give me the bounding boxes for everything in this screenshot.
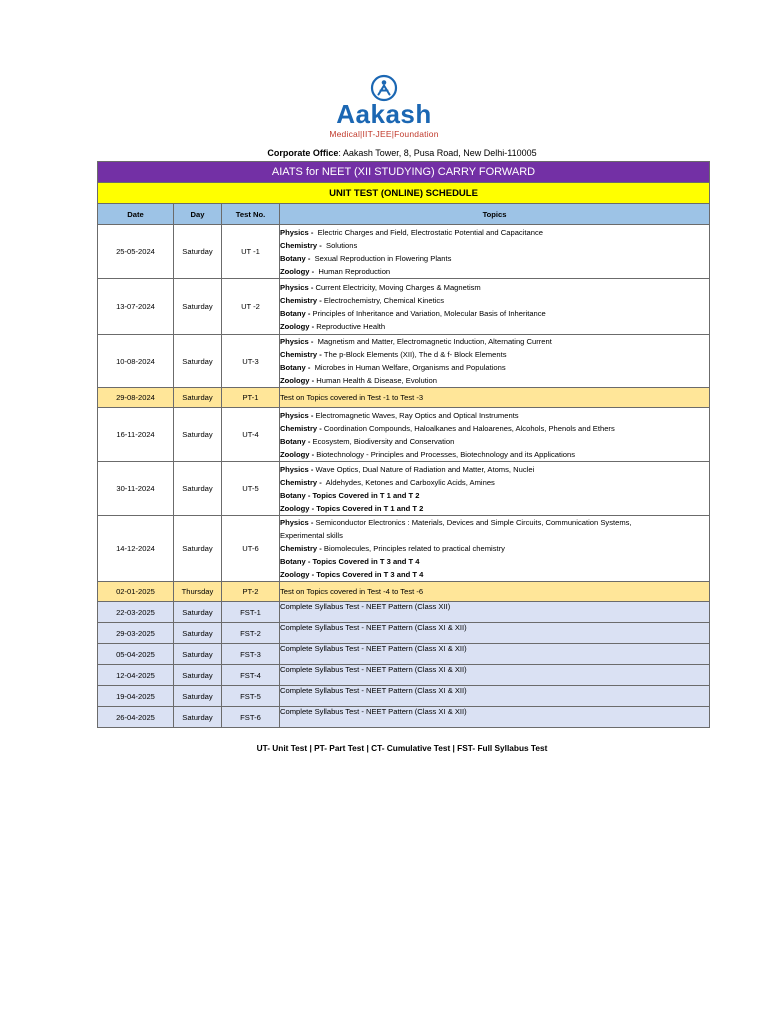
cell-test-no: FST-2 [222, 623, 280, 644]
cell-date: 29-03-2025 [98, 623, 174, 644]
cell-date: 19-04-2025 [98, 686, 174, 707]
topic-text: Semiconductor Electronics : Materials, Devices and Simple Circuits, Communication Systems, [315, 518, 632, 527]
cell-test-no: FST-5 [222, 686, 280, 707]
table-row [98, 623, 710, 644]
topic-subject: Botany [280, 436, 306, 446]
cell-topics: Test on Topics covered in Test -1 to Test -3 [280, 388, 710, 408]
topic-line: Experimental skills [280, 531, 343, 540]
topic-line [280, 226, 709, 239]
topic-separator: - [317, 350, 324, 359]
topic-subject: Chemistry [280, 477, 318, 487]
cell-topics: Complete Syllabus Test - NEET Pattern (Class XI & XII) [280, 623, 710, 644]
cell-date: 05-04-2025 [98, 644, 174, 665]
legend: UT- Unit Test | PT- Part Test | CT- Cumulative Test | FST- Full Syllabus Test [256, 743, 548, 753]
cell-date: 02-01-2025 [98, 582, 174, 602]
corporate-office-address: : Aakash Tower, 8, Pusa Road, New Delhi-110005 [338, 148, 537, 158]
cell-test-no: PT-1 [222, 388, 280, 408]
topic-line: Botany - Topics Covered in T 1 and T 2 [280, 490, 420, 500]
topic-subject: Botany [280, 253, 306, 263]
table-row [98, 225, 710, 279]
topic-line [280, 265, 709, 278]
title-row [98, 162, 710, 183]
topic-subject: Chemistry [280, 544, 318, 553]
corporate-office-label: Corporate Office [267, 148, 339, 158]
cell-day: Saturday [174, 516, 222, 582]
table-row [98, 582, 710, 602]
topic-separator: - [317, 240, 322, 250]
topic-subject: Physics [280, 518, 309, 527]
cell-test-no: UT -1 [222, 225, 280, 279]
cell-date: 10-08-2024 [98, 335, 174, 388]
topic-text: Electromagnetic Waves, Ray Optics and Optical Instruments [315, 410, 519, 420]
cell-day: Saturday [174, 225, 222, 279]
cell-day: Saturday [174, 335, 222, 388]
topic-text: Coordination Compounds, Haloalkanes and Haloarenes, Alcohols, Phenols and Ethers [323, 423, 615, 433]
cell-date: 26-04-2025 [98, 707, 174, 728]
cell-test-no: UT-5 [222, 462, 280, 516]
cell-date: 22-03-2025 [98, 602, 174, 623]
topic-separator: - [317, 477, 324, 487]
header-topics: Topics [280, 204, 710, 225]
schedule-table [97, 161, 710, 728]
cell-day: Saturday [174, 623, 222, 644]
topic-line [280, 239, 709, 252]
topic-subject: Physics [280, 282, 309, 292]
topic-line [280, 348, 709, 361]
cell-topics [280, 462, 710, 516]
topic-separator: - [308, 410, 316, 420]
topic-separator: - [309, 376, 317, 385]
topic-subject: Zoology [280, 376, 310, 385]
cell-test-no: UT-6 [222, 516, 280, 582]
table-row [98, 408, 710, 462]
topic-line: Zoology - Topics Covered in T 3 and T 4 [280, 570, 424, 579]
cell-test-no: UT -2 [222, 279, 280, 335]
cell-topics: Complete Syllabus Test - NEET Pattern (Class XI & XII) [280, 686, 710, 707]
topic-text: Human Reproduction [314, 266, 391, 276]
aakash-emblem-icon [370, 74, 398, 102]
cell-test-no: FST-1 [222, 602, 280, 623]
topic-subject: Chemistry [280, 295, 318, 305]
topic-text: Sexual Reproduction in Flowering Plants [310, 253, 452, 263]
topic-line [280, 307, 709, 320]
topic-line [280, 281, 709, 294]
topic-separator: - [305, 436, 313, 446]
topic-separator: - [317, 295, 324, 305]
topic-subject: Physics [280, 337, 309, 346]
topic-line [280, 335, 709, 348]
topic-line [280, 542, 709, 555]
topic-separator: - [317, 544, 324, 553]
topic-line: Botany - Topics Covered in T 3 and T 4 [280, 557, 420, 566]
topic-text: Microbes in Human Welfare, Organisms and Populations [312, 363, 506, 372]
cell-date: 29-08-2024 [98, 388, 174, 408]
topic-subject: Chemistry [280, 350, 318, 359]
topic-separator: - [308, 518, 316, 527]
topic-subject: Physics [280, 227, 309, 237]
cell-test-no: UT-3 [222, 335, 280, 388]
topic-separator: - [305, 363, 313, 372]
cell-test-no: FST-4 [222, 665, 280, 686]
topic-subject: Chemistry [280, 240, 318, 250]
cell-topics [280, 279, 710, 335]
cell-date: 13-07-2024 [98, 279, 174, 335]
schedule-subtitle: UNIT TEST (ONLINE) SCHEDULE [98, 183, 710, 204]
table-row [98, 388, 710, 408]
cell-day: Saturday [174, 686, 222, 707]
cell-topics: Complete Syllabus Test - NEET Pattern (Class XI & XII) [280, 644, 710, 665]
cell-test-no: FST-6 [222, 707, 280, 728]
cell-date: 30-11-2024 [98, 462, 174, 516]
topic-line [280, 409, 709, 422]
topic-line [280, 435, 709, 448]
topic-subject: Botany [280, 308, 306, 318]
topic-line [280, 463, 709, 476]
topic-text: Electrochemistry, Chemical Kinetics [323, 295, 445, 305]
topic-text: Electric Charges and Field, Electrostatic Potential and Capacitance [315, 227, 543, 237]
topic-separator: - [308, 227, 316, 237]
topic-line [280, 320, 709, 333]
topic-separator: - [317, 423, 324, 433]
cell-topics: Complete Syllabus Test - NEET Pattern (Class XI & XII) [280, 665, 710, 686]
topic-subject: Physics [280, 464, 309, 474]
cell-topics: Test on Topics covered in Test -4 to Test -6 [280, 582, 710, 602]
cell-topics [280, 335, 710, 388]
table-row [98, 665, 710, 686]
corporate-office [0, 148, 768, 158]
topic-text: Biotechnology - Principles and Processes, Biotechnology and its Applications [316, 449, 576, 459]
schedule-title: AIATS for NEET (XII STUDYING) CARRY FORWARD [98, 162, 710, 183]
cell-date: 16-11-2024 [98, 408, 174, 462]
topic-separator: - [308, 464, 316, 474]
topic-text: The p-Block Elements (XII), The d & f- Block Elements [323, 350, 507, 359]
topic-separator: - [305, 308, 313, 318]
aakash-logo [0, 74, 768, 139]
topic-line [280, 448, 709, 461]
topic-text: Wave Optics, Dual Nature of Radiation and Matter, Atoms, Nuclei [315, 464, 535, 474]
cell-date: 14-12-2024 [98, 516, 174, 582]
topic-separator: - [308, 337, 316, 346]
table-row [98, 644, 710, 665]
cell-day: Saturday [174, 408, 222, 462]
topic-line: Zoology - Topics Covered in T 1 and T 2 [280, 503, 424, 513]
cell-day: Saturday [174, 602, 222, 623]
topic-separator: - [305, 253, 311, 263]
topic-line [280, 361, 709, 374]
table-row [98, 686, 710, 707]
table-row [98, 707, 710, 728]
topic-text: Magnetism and Matter, Electromagnetic Induction, Alternating Current [315, 337, 552, 346]
header-row [98, 204, 710, 225]
cell-day: Saturday [174, 462, 222, 516]
cell-topics [280, 225, 710, 279]
topic-subject: Zoology [280, 266, 310, 276]
topic-line [280, 476, 709, 489]
topic-text: Human Health & Disease, Evolution [316, 376, 437, 385]
table-row [98, 279, 710, 335]
cell-test-no: FST-3 [222, 644, 280, 665]
cell-date: 12-04-2025 [98, 665, 174, 686]
topic-text: Biomolecules, Principles related to practical chemistry [323, 544, 505, 553]
topic-separator: - [308, 282, 316, 292]
topic-line [280, 294, 709, 307]
cell-topics [280, 408, 710, 462]
topic-text: Solutions [321, 240, 358, 250]
subtitle-row [98, 183, 710, 204]
topic-text: Current Electricity, Moving Charges & Magnetism [315, 282, 481, 292]
cell-test-no: UT-4 [222, 408, 280, 462]
topic-separator: - [309, 449, 317, 459]
cell-test-no: PT-2 [222, 582, 280, 602]
cell-topics [280, 516, 710, 582]
topic-line [280, 516, 709, 529]
topic-separator: - [309, 266, 315, 276]
topic-line [280, 252, 709, 265]
cell-topics: Complete Syllabus Test - NEET Pattern (Class XII) [280, 602, 710, 623]
cell-date: 25-05-2024 [98, 225, 174, 279]
cell-day: Saturday [174, 644, 222, 665]
header-date: Date [98, 204, 174, 225]
logo-brand: Aakash [336, 99, 432, 129]
topic-line [280, 422, 709, 435]
table-row [98, 602, 710, 623]
header-day: Day [174, 204, 222, 225]
cell-day: Saturday [174, 707, 222, 728]
header-test-no: Test No. [222, 204, 280, 225]
table-row [98, 335, 710, 388]
topic-subject: Chemistry [280, 423, 318, 433]
cell-topics: Complete Syllabus Test - NEET Pattern (Class XI & XII) [280, 707, 710, 728]
topic-subject: Zoology [280, 321, 310, 331]
topic-text: Ecosystem, Biodiversity and Conservation [312, 436, 455, 446]
table-row [98, 462, 710, 516]
cell-day: Saturday [174, 665, 222, 686]
logo-tagline: Medical|IIT-JEE|Foundation [329, 129, 439, 139]
topic-subject: Botany [280, 363, 306, 372]
topic-subject: Physics [280, 410, 309, 420]
cell-day: Saturday [174, 388, 222, 408]
topic-line [280, 374, 709, 387]
topic-separator: - [309, 321, 317, 331]
topic-text: Aldehydes, Ketones and Carboxylic Acids, Amines [323, 477, 495, 487]
cell-day: Thursday [174, 582, 222, 602]
topic-text: Reproductive Health [316, 321, 386, 331]
topic-subject: Zoology [280, 449, 310, 459]
cell-day: Saturday [174, 279, 222, 335]
table-row [98, 516, 710, 582]
topic-text: Principles of Inheritance and Variation, Molecular Basis of Inheritance [312, 308, 546, 318]
